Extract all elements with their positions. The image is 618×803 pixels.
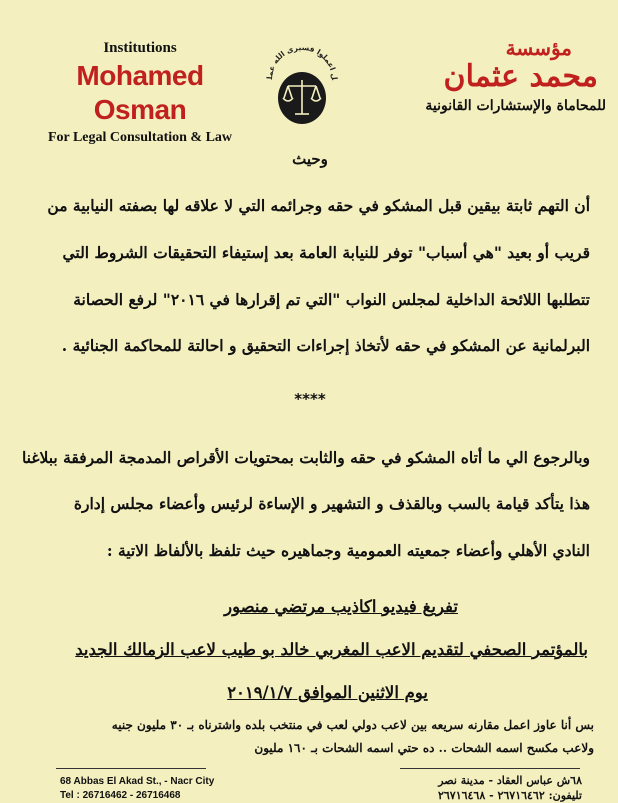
paragraph2-line1: وبالرجوع الي ما أتاه المشكو في حقه والثابت بمحتويات الأقراص المدمجة المرفقة ببلاغنا [21,448,590,467]
transcript-subtitle: بالمؤتمر الصحفي لتقديم الاعب المغربي خالد بو طيب لاعب الزمالك الجديد [75,640,588,659]
institutions-label: Institutions [103,40,177,56]
section-heading: وحيث [292,150,328,168]
footer-address-arabic: ٦٨ش عباس العقاد - مدينة نصر [438,774,582,787]
paragraph1-line1: أن التهم ثابتة بيقين قبل المشكو في حقه وجرائمه التي لا علاقه لها بصفته النيابية من [47,196,590,215]
paragraph2-line3: النادي الأهلي وأعضاء جمعيته العمومية وجماهيره حيث تلفظ بالألفاظ الاتية : [106,541,590,560]
quote-line2: ولاعب مكسح اسمه الشحات .. ده حتي اسمه الشحات بـ ١٦٠ مليون [254,741,594,755]
footer-address-english: 68 Abbas El Akad St., - Nacr City [60,776,215,787]
transcript-date: يوم الاثنين الموافق ٢٠١٩/١/٧ [227,683,428,702]
footer-english [60,775,214,803]
footer-arabic [438,773,582,803]
letterhead-arabic [396,36,606,114]
seal-motto: ل اعملوا فسيرى الله عمل [264,42,340,81]
section-separator: **** [294,390,326,408]
scales-of-justice-icon [262,38,342,128]
firm-tagline-english: For Legal Consultation & Law [47,130,233,145]
firm-tagline-arabic: للمحاماة والإستشارات القانونية [425,98,606,114]
firm-name-english: Mohamed Osman [76,60,204,125]
firm-name-arabic: محمد عثمان [443,59,598,94]
footer-phone-arabic: تليفون: ٢٦٧١٦٤٦٢ - ٢٦٧١٦٤٦٨ [437,789,582,802]
footer-phone-english: Tel : 26716462 - 26716468 [60,790,181,801]
footer-rule-left [56,768,206,769]
paragraph1-line4: البرلمانية عن المشكو في حقه لأتخاذ إجراءات التحقيق و احالتة للمحاكمة الجنائية . [61,336,590,355]
institution-label-arabic: مؤسسة [505,36,572,60]
transcript-title: تفريغ فيديو اكاذيب مرتضي منصور [224,597,458,616]
paragraph1-line3: تتطلبها اللائحة الداخلية لمجلس النواب "التي تم إقرارها في ٢٠١٦" لرفع الحصانة [73,290,590,309]
quote-line1: بس أنا عاوز اعمل مقارنه سريعه بين لاعب دولي لعب في منتخب بلده واشترناه بـ ٣٠ مليون جنيه [111,718,594,732]
letterhead-english [40,40,240,146]
footer-rule-right [400,768,580,769]
paragraph1-line2: قريب أو بعيد "هي أسباب" توفر للنيابة العامة بعد إستيفاء التحقيقات الشروط التي [62,243,590,262]
paragraph2-line2: هذا يتأكد قيامة بالسب وبالقذف و التشهير و الإساءة لرئيس وأعضاء مجلس إدارة [73,494,590,513]
